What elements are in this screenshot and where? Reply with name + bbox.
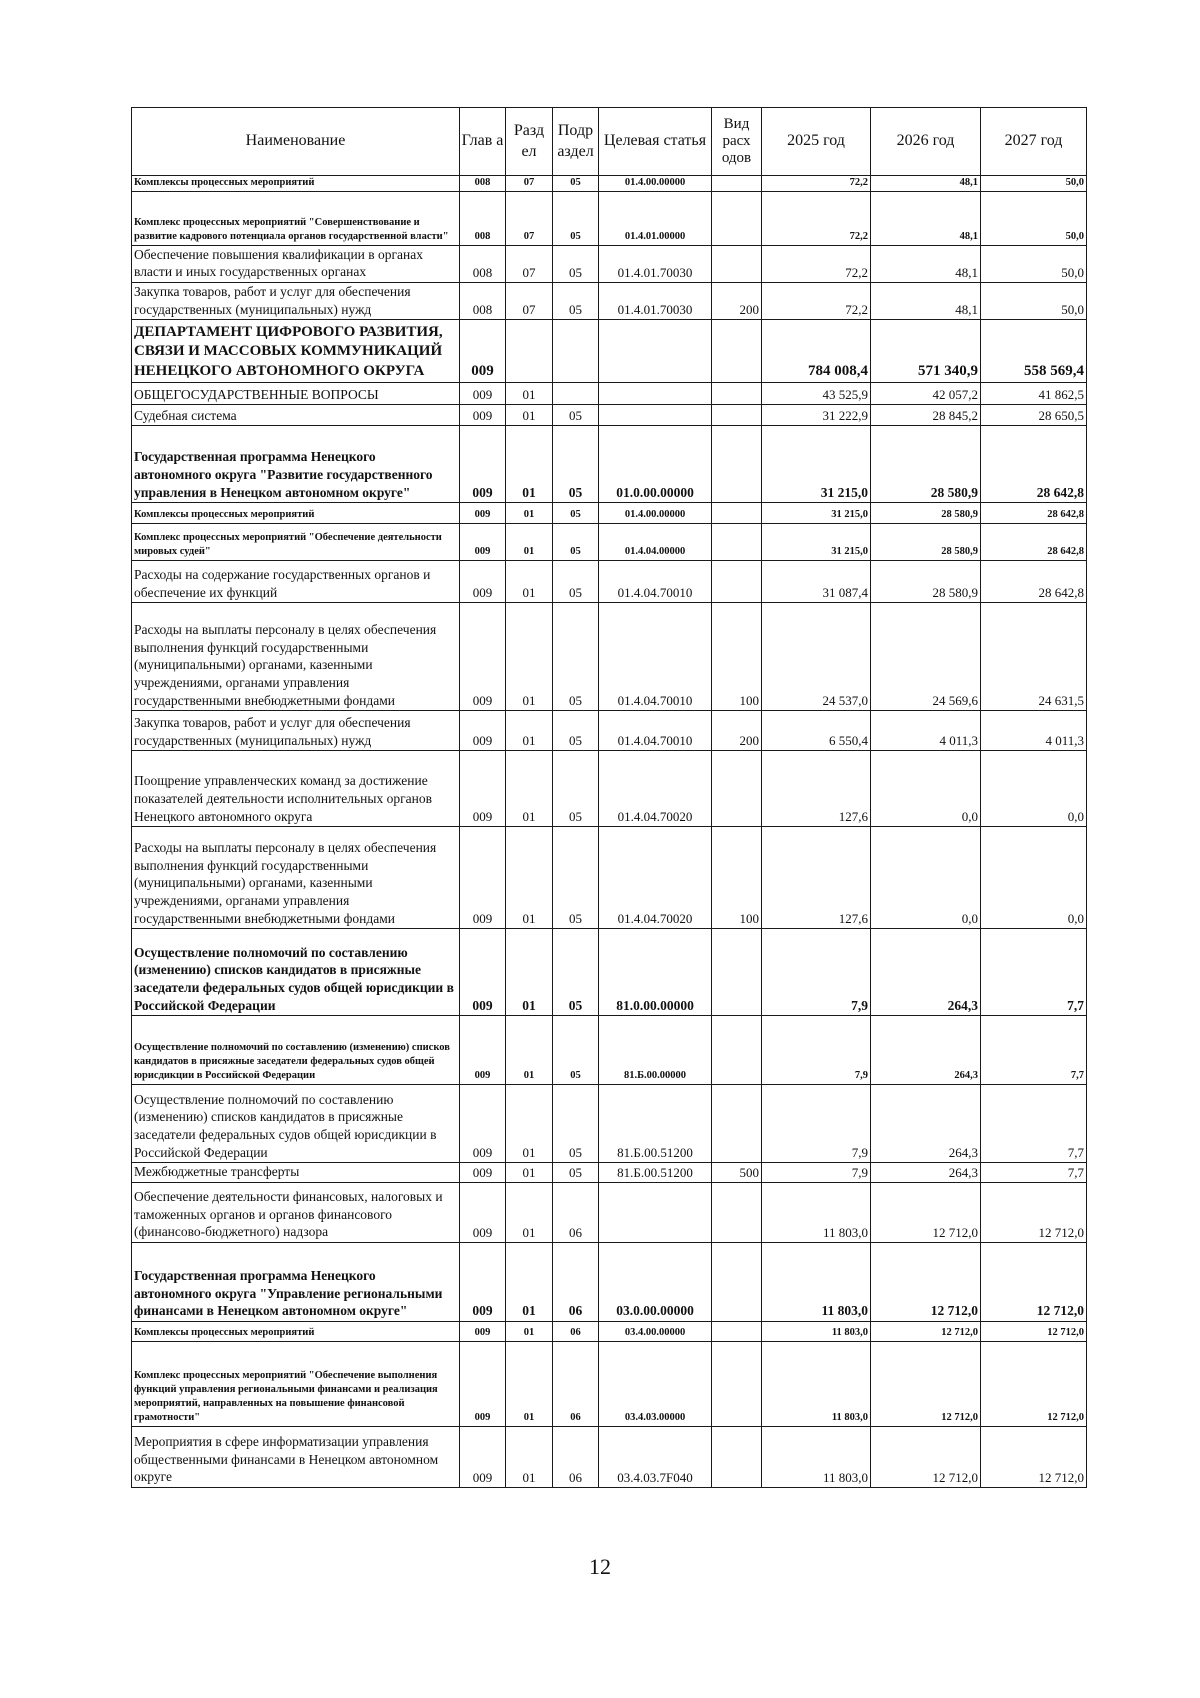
row-value-2025: 11 803,0 <box>762 1426 871 1487</box>
row-value-2026: 28 580,9 <box>871 426 981 503</box>
row-chapter: 009 <box>460 1085 506 1163</box>
row-value-2027: 50,0 <box>981 282 1087 319</box>
row-name: Расходы на выплаты персоналу в целях обеспечения выполнения функций государственными (муниципальными) органами, казенными учреждениями, органами управления государственными внебюджетными фондами <box>132 603 460 711</box>
table-row <box>132 929 1087 1016</box>
row-value-2027: 0,0 <box>981 751 1087 827</box>
row-value-2027: 28 650,5 <box>981 405 1087 426</box>
row-section: 01 <box>506 751 553 827</box>
row-value-2025: 127,6 <box>762 751 871 827</box>
row-value-2027: 50,0 <box>981 245 1087 282</box>
row-section: 07 <box>506 191 553 245</box>
row-name: Осуществление полномочий по составлению (изменению) списков кандидатов в присяжные заседатели федеральных судов общей юрисдикции в Российской Федерации <box>132 1016 460 1085</box>
row-expense-type <box>712 751 762 827</box>
row-chapter: 009 <box>460 561 506 603</box>
row-value-2025: 72,2 <box>762 282 871 319</box>
row-value-2027: 12 712,0 <box>981 1242 1087 1321</box>
row-value-2026: 4 011,3 <box>871 711 981 751</box>
row-expense-type <box>712 1085 762 1163</box>
row-name: Судебная система <box>132 405 460 426</box>
row-value-2027: 50,0 <box>981 191 1087 245</box>
row-value-2026: 12 712,0 <box>871 1321 981 1341</box>
row-expense-type: 200 <box>712 711 762 751</box>
row-value-2027: 12 712,0 <box>981 1426 1087 1487</box>
table-row <box>132 1182 1087 1242</box>
table-body <box>132 176 1087 1488</box>
row-subsection: 05 <box>553 1016 599 1085</box>
row-article <box>599 320 712 383</box>
row-chapter: 009 <box>460 751 506 827</box>
row-value-2025: 11 803,0 <box>762 1182 871 1242</box>
table-row <box>132 1016 1087 1085</box>
row-chapter: 009 <box>460 405 506 426</box>
row-value-2027: 28 642,8 <box>981 561 1087 603</box>
row-article: 03.4.03.7F040 <box>599 1426 712 1487</box>
row-article: 81.Б.00.00000 <box>599 1016 712 1085</box>
row-article: 01.4.04.70010 <box>599 603 712 711</box>
row-name: Межбюджетные трансферты <box>132 1163 460 1183</box>
row-value-2026: 28 580,9 <box>871 524 981 561</box>
row-value-2025: 127,6 <box>762 827 871 929</box>
table-row <box>132 320 1087 383</box>
row-subsection: 06 <box>553 1242 599 1321</box>
row-value-2025: 31 222,9 <box>762 405 871 426</box>
row-chapter: 009 <box>460 503 506 524</box>
row-section: 07 <box>506 245 553 282</box>
row-chapter: 009 <box>460 1321 506 1341</box>
row-subsection: 06 <box>553 1321 599 1341</box>
row-value-2025: 6 550,4 <box>762 711 871 751</box>
table-row <box>132 503 1087 524</box>
row-name: Комплексы процессных мероприятий <box>132 503 460 524</box>
row-name: Закупка товаров, работ и услуг для обеспечения государственных (муниципальных) нужд <box>132 282 460 319</box>
row-name: Поощрение управленческих команд за достижение показателей деятельности исполнительных органов Ненецкого автономного округа <box>132 751 460 827</box>
row-subsection <box>553 383 599 405</box>
table-row <box>132 1321 1087 1341</box>
row-subsection: 05 <box>553 603 599 711</box>
row-expense-type: 100 <box>712 603 762 711</box>
table-row <box>132 827 1087 929</box>
row-chapter: 009 <box>460 1163 506 1183</box>
row-value-2026: 264,3 <box>871 1085 981 1163</box>
header-section: Разд ел <box>506 108 553 176</box>
row-chapter: 009 <box>460 1016 506 1085</box>
row-article: 01.0.00.00000 <box>599 426 712 503</box>
row-value-2025: 7,9 <box>762 1016 871 1085</box>
row-section: 01 <box>506 405 553 426</box>
row-expense-type <box>712 1341 762 1426</box>
row-value-2027: 7,7 <box>981 1163 1087 1183</box>
row-expense-type <box>712 405 762 426</box>
row-chapter: 009 <box>460 1182 506 1242</box>
row-section: 01 <box>506 426 553 503</box>
row-chapter: 009 <box>460 827 506 929</box>
row-value-2027: 24 631,5 <box>981 603 1087 711</box>
row-article: 81.0.00.00000 <box>599 929 712 1016</box>
row-value-2026: 12 712,0 <box>871 1426 981 1487</box>
row-subsection: 06 <box>553 1426 599 1487</box>
table-row <box>132 282 1087 319</box>
row-name: Комплекс процессных мероприятий "Обеспечение деятельности мировых судей" <box>132 524 460 561</box>
row-value-2025: 31 215,0 <box>762 503 871 524</box>
row-section: 07 <box>506 176 553 192</box>
row-expense-type <box>712 929 762 1016</box>
row-expense-type <box>712 383 762 405</box>
row-value-2025: 31 087,4 <box>762 561 871 603</box>
row-value-2025: 784 008,4 <box>762 320 871 383</box>
row-subsection: 05 <box>553 282 599 319</box>
row-article <box>599 383 712 405</box>
row-expense-type <box>712 1321 762 1341</box>
row-value-2025: 24 537,0 <box>762 603 871 711</box>
row-value-2027: 7,7 <box>981 929 1087 1016</box>
row-article <box>599 1182 712 1242</box>
table-row <box>132 426 1087 503</box>
row-article: 01.4.00.00000 <box>599 176 712 192</box>
row-subsection: 06 <box>553 1182 599 1242</box>
row-chapter: 008 <box>460 176 506 192</box>
row-chapter: 009 <box>460 929 506 1016</box>
header-year-2027: 2027 год <box>981 108 1087 176</box>
row-value-2026: 24 569,6 <box>871 603 981 711</box>
table-row <box>132 176 1087 192</box>
row-article: 01.4.04.70010 <box>599 711 712 751</box>
row-expense-type <box>712 320 762 383</box>
row-name: ОБЩЕГОСУДАРСТВЕННЫЕ ВОПРОСЫ <box>132 383 460 405</box>
row-expense-type: 500 <box>712 1163 762 1183</box>
row-article: 01.4.04.70020 <box>599 751 712 827</box>
row-section: 01 <box>506 1426 553 1487</box>
row-value-2025: 11 803,0 <box>762 1242 871 1321</box>
row-section: 01 <box>506 1085 553 1163</box>
header-expense-type: Вид расх одов <box>712 108 762 176</box>
row-value-2025: 72,2 <box>762 191 871 245</box>
row-value-2027: 50,0 <box>981 176 1087 192</box>
table-row <box>132 711 1087 751</box>
row-subsection: 05 <box>553 245 599 282</box>
table-row <box>132 1242 1087 1321</box>
row-value-2026: 28 580,9 <box>871 503 981 524</box>
row-subsection: 05 <box>553 1163 599 1183</box>
row-article: 01.4.01.70030 <box>599 245 712 282</box>
row-subsection: 06 <box>553 1341 599 1426</box>
row-value-2026: 0,0 <box>871 751 981 827</box>
row-subsection: 05 <box>553 711 599 751</box>
row-chapter: 008 <box>460 282 506 319</box>
row-chapter: 009 <box>460 1341 506 1426</box>
row-section: 01 <box>506 827 553 929</box>
row-subsection: 05 <box>553 929 599 1016</box>
row-name: Обеспечение деятельности финансовых, налоговых и таможенных органов и органов финансового (финансово-бюджетного) надзора <box>132 1182 460 1242</box>
row-chapter: 008 <box>460 245 506 282</box>
table-row <box>132 405 1087 426</box>
table-row <box>132 751 1087 827</box>
header-article: Целевая статья <box>599 108 712 176</box>
row-article: 01.4.00.00000 <box>599 503 712 524</box>
row-chapter: 009 <box>460 524 506 561</box>
row-expense-type: 100 <box>712 827 762 929</box>
row-article: 01.4.01.00000 <box>599 191 712 245</box>
row-section: 01 <box>506 711 553 751</box>
row-subsection: 05 <box>553 1085 599 1163</box>
row-name: Расходы на выплаты персоналу в целях обеспечения выполнения функций государственными (муниципальными) органами, казенными учреждениями, органами управления государственными внебюджетными фондами <box>132 827 460 929</box>
row-section: 01 <box>506 383 553 405</box>
header-year-2025: 2025 год <box>762 108 871 176</box>
row-value-2026: 264,3 <box>871 1016 981 1085</box>
row-section: 01 <box>506 1016 553 1085</box>
row-expense-type <box>712 1242 762 1321</box>
row-value-2027: 28 642,8 <box>981 524 1087 561</box>
table-header-row <box>132 108 1087 176</box>
row-chapter: 009 <box>460 1242 506 1321</box>
row-expense-type <box>712 561 762 603</box>
row-expense-type <box>712 524 762 561</box>
row-name: Осуществление полномочий по составлению (изменению) списков кандидатов в присяжные заседатели федеральных судов общей юрисдикции в Российской Федерации <box>132 1085 460 1163</box>
row-value-2027: 7,7 <box>981 1085 1087 1163</box>
row-subsection: 05 <box>553 751 599 827</box>
row-value-2027: 4 011,3 <box>981 711 1087 751</box>
row-name: Расходы на содержание государственных органов и обеспечение их функций <box>132 561 460 603</box>
row-value-2026: 48,1 <box>871 191 981 245</box>
row-article: 01.4.04.70020 <box>599 827 712 929</box>
row-article: 81.Б.00.51200 <box>599 1163 712 1183</box>
row-chapter: 009 <box>460 383 506 405</box>
row-name: Комплекс процессных мероприятий "Обеспечение выполнения функций управления региональными финансами и реализация мероприятий, направленных на повышение финансовой грамотности" <box>132 1341 460 1426</box>
row-expense-type: 200 <box>712 282 762 319</box>
row-subsection: 05 <box>553 191 599 245</box>
row-subsection: 05 <box>553 561 599 603</box>
row-value-2027: 7,7 <box>981 1016 1087 1085</box>
row-value-2026: 48,1 <box>871 245 981 282</box>
row-value-2026: 48,1 <box>871 176 981 192</box>
table-row <box>132 383 1087 405</box>
row-subsection: 05 <box>553 405 599 426</box>
row-value-2027: 0,0 <box>981 827 1087 929</box>
table-row <box>132 524 1087 561</box>
row-name: Обеспечение повышения квалификации в органах власти и иных государственных органах <box>132 245 460 282</box>
row-chapter: 009 <box>460 1426 506 1487</box>
page-number: 12 <box>589 1554 611 1579</box>
row-value-2025: 31 215,0 <box>762 524 871 561</box>
row-subsection: 05 <box>553 827 599 929</box>
table-row <box>132 191 1087 245</box>
row-name: Осуществление полномочий по составлению (изменению) списков кандидатов в присяжные заседатели федеральных судов общей юрисдикции в Российской Федерации <box>132 929 460 1016</box>
row-value-2026: 28 580,9 <box>871 561 981 603</box>
row-article: 01.4.01.70030 <box>599 282 712 319</box>
row-section: 01 <box>506 561 553 603</box>
row-chapter: 009 <box>460 711 506 751</box>
row-value-2025: 43 525,9 <box>762 383 871 405</box>
row-article <box>599 405 712 426</box>
row-expense-type <box>712 503 762 524</box>
row-value-2026: 0,0 <box>871 827 981 929</box>
row-value-2027: 12 712,0 <box>981 1182 1087 1242</box>
budget-table <box>131 107 1087 1488</box>
row-section: 01 <box>506 1182 553 1242</box>
row-subsection: 05 <box>553 503 599 524</box>
table-row <box>132 1426 1087 1487</box>
row-subsection <box>553 320 599 383</box>
row-name: ДЕПАРТАМЕНТ ЦИФРОВОГО РАЗВИТИЯ, СВЯЗИ И МАССОВЫХ КОММУНИКАЦИЙ НЕНЕЦКОГО АВТОНОМНОГО ОКРУГА <box>132 320 460 383</box>
row-article: 01.4.04.70010 <box>599 561 712 603</box>
row-section: 01 <box>506 1163 553 1183</box>
row-section: 01 <box>506 503 553 524</box>
row-section: 01 <box>506 1321 553 1341</box>
row-value-2026: 12 712,0 <box>871 1341 981 1426</box>
row-chapter: 009 <box>460 320 506 383</box>
row-chapter: 009 <box>460 603 506 711</box>
row-value-2026: 264,3 <box>871 1163 981 1183</box>
table-row <box>132 561 1087 603</box>
row-name: Государственная программа Ненецкого автономного округа "Развитие государственного управления в Ненецком автономном округе" <box>132 426 460 503</box>
row-name: Комплекс процессных мероприятий "Совершенствование и развитие кадрового потенциала органов государственной власти" <box>132 191 460 245</box>
row-expense-type <box>712 191 762 245</box>
table-row <box>132 1085 1087 1163</box>
row-section: 01 <box>506 1242 553 1321</box>
row-chapter: 008 <box>460 191 506 245</box>
row-expense-type <box>712 1016 762 1085</box>
row-subsection: 05 <box>553 176 599 192</box>
row-value-2025: 72,2 <box>762 245 871 282</box>
row-value-2026: 42 057,2 <box>871 383 981 405</box>
row-section: 07 <box>506 282 553 319</box>
row-value-2025: 31 215,0 <box>762 426 871 503</box>
row-name: Комплексы процессных мероприятий <box>132 1321 460 1341</box>
header-subsection: Подр аздел <box>553 108 599 176</box>
table-row <box>132 1163 1087 1183</box>
row-expense-type <box>712 176 762 192</box>
row-expense-type <box>712 426 762 503</box>
row-value-2026: 28 845,2 <box>871 405 981 426</box>
table-row <box>132 1341 1087 1426</box>
row-name: Мероприятия в сфере информатизации управления общественными финансами в Ненецком автономном округе <box>132 1426 460 1487</box>
row-section: 01 <box>506 524 553 561</box>
row-value-2025: 72,2 <box>762 176 871 192</box>
table-row <box>132 603 1087 711</box>
row-section: 01 <box>506 603 553 711</box>
row-expense-type <box>712 1182 762 1242</box>
row-section <box>506 320 553 383</box>
row-subsection: 05 <box>553 426 599 503</box>
row-value-2027: 558 569,4 <box>981 320 1087 383</box>
row-value-2027: 12 712,0 <box>981 1321 1087 1341</box>
row-chapter: 009 <box>460 426 506 503</box>
row-section: 01 <box>506 1341 553 1426</box>
header-year-2026: 2026 год <box>871 108 981 176</box>
row-value-2027: 28 642,8 <box>981 426 1087 503</box>
row-value-2026: 571 340,9 <box>871 320 981 383</box>
row-section: 01 <box>506 929 553 1016</box>
row-value-2027: 28 642,8 <box>981 503 1087 524</box>
row-expense-type <box>712 245 762 282</box>
row-name: Закупка товаров, работ и услуг для обеспечения государственных (муниципальных) нужд <box>132 711 460 751</box>
header-name: Наименование <box>132 108 460 176</box>
row-value-2026: 12 712,0 <box>871 1242 981 1321</box>
row-value-2025: 7,9 <box>762 1163 871 1183</box>
row-article: 03.0.00.00000 <box>599 1242 712 1321</box>
row-value-2025: 11 803,0 <box>762 1321 871 1341</box>
row-article: 03.4.03.00000 <box>599 1341 712 1426</box>
row-value-2026: 264,3 <box>871 929 981 1016</box>
row-article: 81.Б.00.51200 <box>599 1085 712 1163</box>
row-value-2026: 12 712,0 <box>871 1182 981 1242</box>
row-expense-type <box>712 1426 762 1487</box>
row-value-2027: 12 712,0 <box>981 1341 1087 1426</box>
row-value-2025: 7,9 <box>762 1085 871 1163</box>
table-row <box>132 245 1087 282</box>
row-article: 01.4.04.00000 <box>599 524 712 561</box>
row-value-2025: 11 803,0 <box>762 1341 871 1426</box>
row-name: Комплексы процессных мероприятий <box>132 176 460 192</box>
row-name: Государственная программа Ненецкого автономного округа "Управление региональными финансами в Ненецком автономном округе" <box>132 1242 460 1321</box>
row-article: 03.4.00.00000 <box>599 1321 712 1341</box>
row-value-2025: 7,9 <box>762 929 871 1016</box>
header-chapter: Глав а <box>460 108 506 176</box>
row-value-2027: 41 862,5 <box>981 383 1087 405</box>
row-subsection: 05 <box>553 524 599 561</box>
row-value-2026: 48,1 <box>871 282 981 319</box>
